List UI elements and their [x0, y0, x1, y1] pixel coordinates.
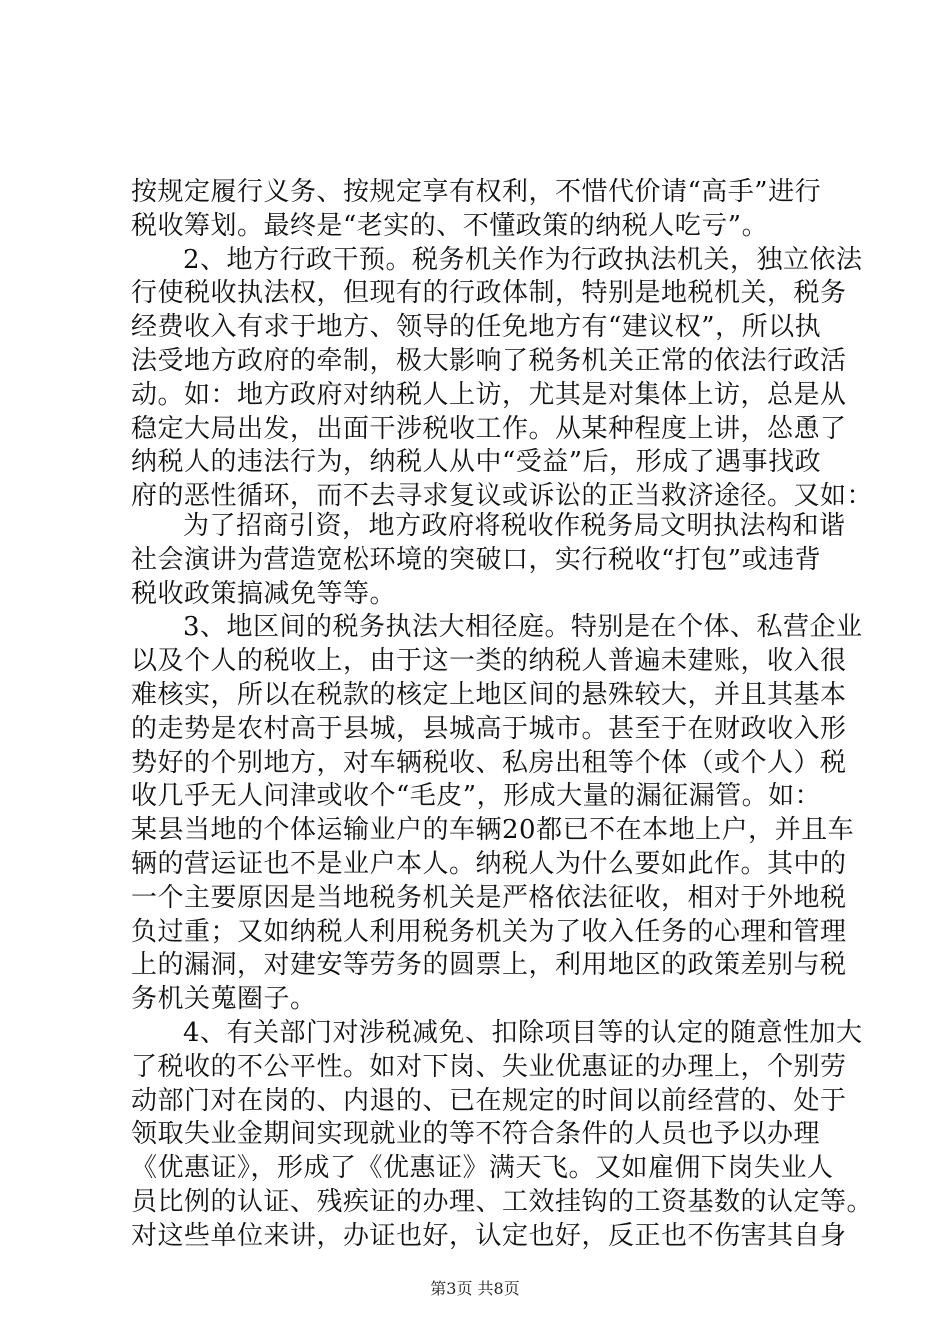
body-text-top [131, 176, 874, 514]
body-text-bottom [131, 510, 874, 1254]
text-line: 3、地区间的税务执法大相径庭。特别是在个体、私营企业 [183, 612, 863, 643]
text-line: 了税收的不公平性。如对下岗、失业优惠证的办理上，个别劳 [131, 1051, 847, 1082]
text-line: 动。如：地方政府对纳税人上访，尤其是对集体上访，总是从 [131, 379, 847, 410]
text-line: 势好的个别地方，对车辆税收、私房出租等个体（或个人）税 [131, 747, 847, 778]
text-line: 的走势是农村高于县城，县城高于城市。甚至于在财政收入形 [131, 713, 847, 744]
text-line: 务机关蒐圈子。 [131, 984, 317, 1015]
text-line: 府的恶性循环，而不去寻求复议或诉讼的正当救济途径。又如： [131, 481, 874, 512]
text-line: 行使税收执法权，但现有的行政体制，特别是地税机关，税务 [131, 278, 847, 309]
text-line: 收几乎无人问津或收个“毛皮”，形成大量的漏征漏管。如： [131, 781, 822, 812]
text-line: 某县当地的个体运输业户的车辆20都已不在本地上户，并且车 [131, 815, 855, 846]
text-line: 4、有关部门对涉税减免、扣除项目等的认定的随意性加大 [183, 1017, 863, 1048]
text-line: 法受地方政府的牵制，极大影响了税务机关正常的依法行政活 [131, 345, 847, 376]
text-line: 税收政策搞减免等等。 [131, 578, 397, 609]
text-line: 辆的营运证也不是业户本人。纳税人为什么要如此作。其中的 [131, 848, 847, 879]
text-line: 对这些单位来讲，办证也好，认定也好，反正也不伤害其自身 [131, 1220, 847, 1251]
text-line: 负过重；又如纳税人利用税务机关为了收入任务的心理和管理 [131, 916, 847, 947]
text-line: 社会演讲为营造宽松环境的突破口，实行税收“打包”或违背 [131, 544, 822, 575]
text-line: 2、地方行政干预。税务机关作为行政执法机关，独立依法 [183, 244, 863, 275]
text-line: 为了招商引资，地方政府将税收作税务局文明执法构和谐 [183, 511, 846, 541]
text-line: 以及个人的税收上，由于这一类的纳税人普遍未建账，收入很 [131, 646, 847, 677]
text-line: 一个主要原因是当地税务机关是严格依法征收，相对于外地税 [131, 882, 847, 913]
text-line: 稳定大局出发，出面干涉税收工作。从某种程度上讲，怂恿了 [131, 413, 847, 444]
text-line: 上的漏洞，对建安等劳务的圆票上，利用地区的政策差别与税 [131, 950, 847, 981]
text-line: 经费收入有求于地方、领导的任免地方有“建议权”，所以执 [131, 312, 822, 343]
text-line: 纳税人的违法行为，纳税人从中“受益”后，形成了遇事找政 [131, 447, 822, 478]
text-line: 按规定履行义务、按规定享有权利，不惜代价请“高手”进行 [131, 177, 822, 207]
text-line: 税收筹划。最终是“老实的、不懂政策的纳税人吃亏”。 [131, 210, 769, 241]
page-number-footer: 第3页 共8页 [430, 1279, 520, 1298]
text-line: 领取失业金期间实现就业的等不符合条件的人员也予以办理 [131, 1119, 821, 1150]
text-line: 员比例的认证、残疾证的办理、工效挂钩的工资基数的认定等。 [131, 1186, 874, 1217]
text-line: 《优惠证》，形成了《优惠证》满天飞。又如雇佣下岗失业人 [131, 1153, 834, 1184]
text-line: 动部门对在岗的、内退的、已在规定的时间以前经营的、处于 [131, 1085, 847, 1116]
text-line: 难核实，所以在税款的核定上地区间的悬殊较大，并且其基本 [131, 679, 847, 710]
